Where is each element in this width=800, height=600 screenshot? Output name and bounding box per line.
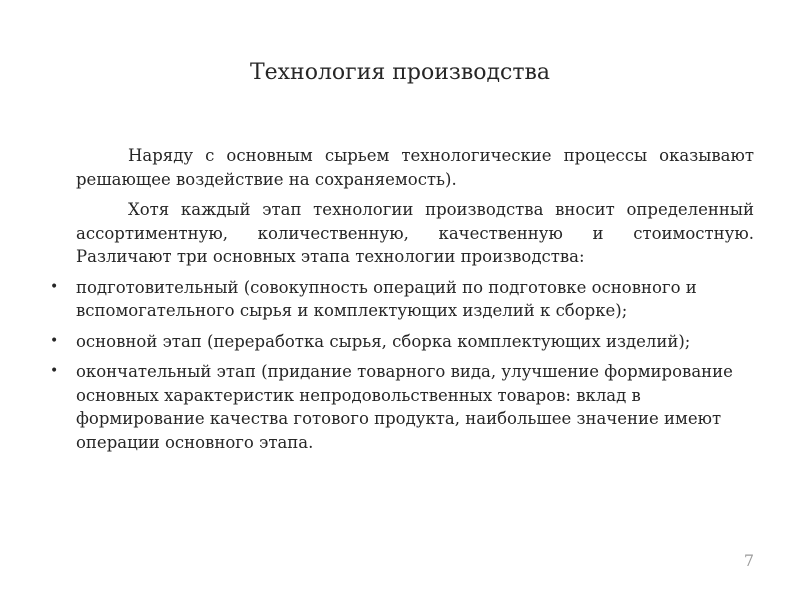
list-item-text: окончательный этап (придание товарного вида, улучшение формирование основных характеристик непродовольственных товаров: вклад в формирование качества готового продукта, наибольшее значение имеют операции основного этапа.: [76, 362, 733, 452]
page-number: 7: [743, 551, 754, 570]
bullet-icon: •: [50, 332, 59, 349]
bullet-icon: •: [50, 278, 59, 295]
paragraph-production-stages: Хотя каждый этап технологии производства вносит определенный ассортиментную, количественную, качественную и стоимостную. Различают три основных этапа технологии производства:: [76, 200, 754, 266]
bullet-icon: •: [50, 363, 59, 379]
list-item: [50, 360, 754, 454]
list-item-text: подготовительный (совокупность операций по подготовке основного и вспомогательного сырья и комплектующих изделий к сборке);: [76, 277, 697, 320]
slide-content: [50, 144, 754, 461]
list-item: [50, 330, 754, 354]
list-item: [50, 276, 754, 323]
list-item-text: основной этап (переработка сырья, сборка комплектующих изделий);: [76, 331, 691, 351]
stages-list: [50, 276, 754, 455]
slide-title: Технология производства: [249, 60, 551, 85]
paragraph-raw-materials: Наряду с основным сырьем технологические процессы оказывают решающее воздействие на сохраняемость).: [76, 146, 754, 189]
